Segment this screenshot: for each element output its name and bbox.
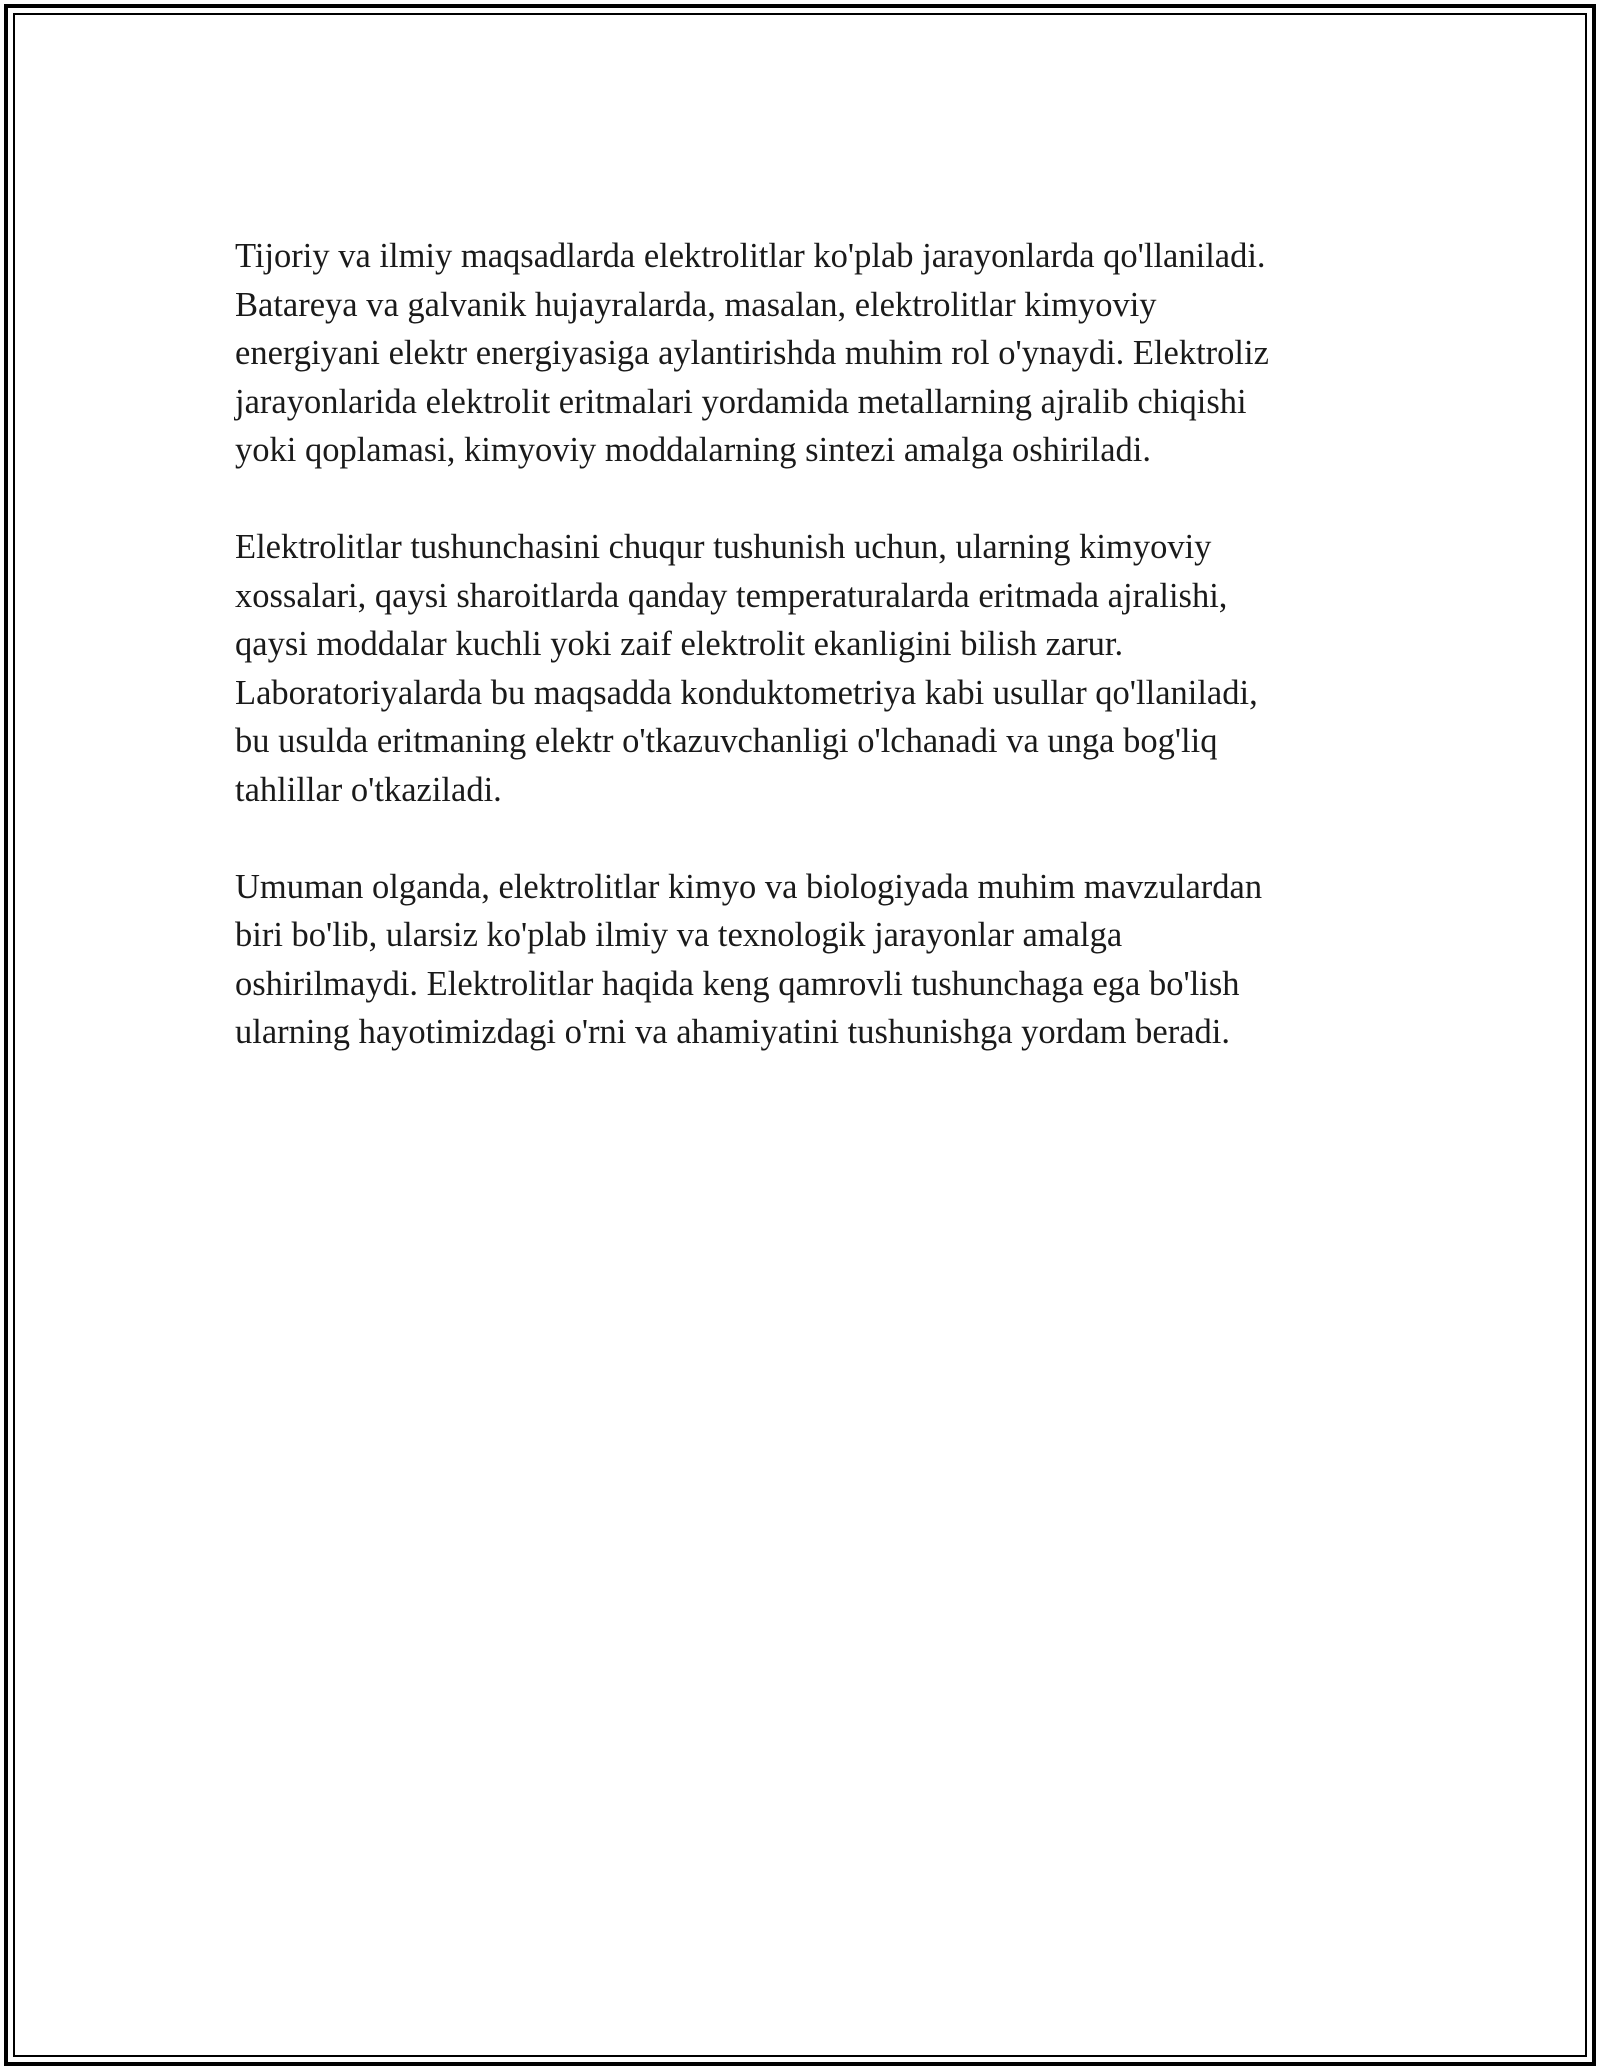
- paragraph-3: Umuman olganda, elektrolitlar kimyo va biologiyada muhim mavzulardan biri bo'lib, ularsiz ko'plab ilmiy va texnologik jarayonlar amalga oshirilmaydi. Elektrolitlar haqida keng qamrovli tushunchaga ega bo'lish ularning hayotimizdagi o'rni va ahamiyatini tushunishga yordam beradi.: [235, 867, 1263, 1051]
- document-body: [235, 232, 1365, 1105]
- paragraph-1: Tijoriy va ilmiy maqsadlarda elektrolitlar ko'plab jarayonlarda qo'llaniladi. Batareya va galvanik hujayralarda, masalan, elektrolitlar kimyoviy energiyani elektr energiyasiga aylantirishda muhim rol o'ynaydi. Elektroliz jarayonlarida elektrolit eritmalari yordamida metallarning ajralib chiqishi yoki qoplamasi, kimyoviy moddalarning sintezi amalga oshiriladi.: [235, 237, 1269, 469]
- paragraph-2: Elektrolitlar tushunchasini chuqur tushunish uchun, ularning kimyoviy xossalari, qaysi sharoitlarda qanday temperaturalarda eritmada ajralishi, qaysi moddalar kuchli yoki zaif elektrolit ekanligini bilish zarur. Laboratoriyalarda bu maqsadda konduktometriya kabi usullar qo'llaniladi, bu usulda eritmaning elektr o'tkazuvchanligi o'lchanadi va unga bog'liq tahlillar o'tkaziladi.: [235, 528, 1258, 809]
